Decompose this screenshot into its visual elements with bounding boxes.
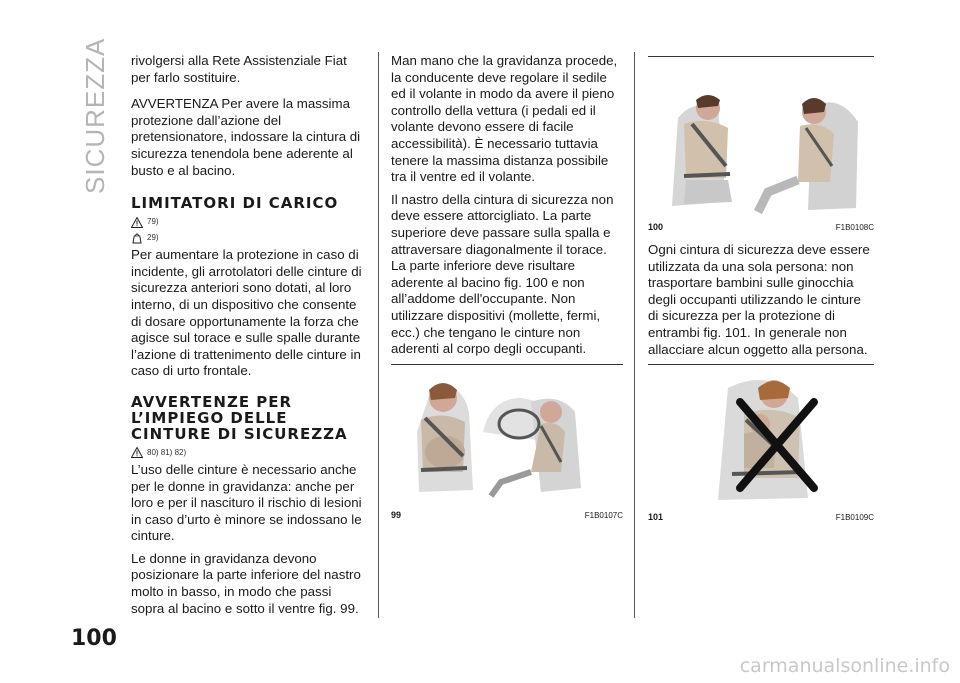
paragraph-warning: AVVERTENZA Per avere la massima protezione dall’azione del pretensionatore, indossare la cintura di sicurezza tenendola bene aderente al busto e al bacino.	[131, 96, 361, 178]
figure-code: F1B0108C	[835, 223, 874, 232]
figure-101	[648, 368, 874, 522]
warning-ref	[131, 446, 367, 460]
attention-hand-icon	[131, 233, 143, 244]
section-side-title-text: SICUREZZA	[80, 37, 110, 194]
text-column-3	[648, 242, 874, 365]
figure-caption	[648, 510, 874, 522]
paragraph: Il nastro della cintura di sicurezza non deve essere attorcigliato. La parte superiore deve passare sulla spalla e attraversare diagonalmente il torace. La parte inferiore deve risultare aderente al bacino fig. 100 e non all’addome dell'occupante. Non utilizzare dispositivi (mollette, fermi, ecc.) che tengano le cinture non aderenti al corpo degli occupanti.	[391, 191, 614, 357]
figure-number: 101	[648, 512, 664, 522]
heading-load-limiters: LIMITATORI DI CARICO	[131, 194, 339, 213]
figure-caption	[648, 220, 874, 232]
figure-100	[648, 56, 874, 232]
warning-ref	[131, 215, 367, 229]
heading-seatbelt-warnings: AVVERTENZE PER L’IMPIEGO DELLE CINTURE DI SICUREZZA	[131, 392, 348, 443]
paragraph: Per aumentare la protezione in caso di incidente, gli arrotolatori delle cinture di sicurezza anteriori sono dotati, al loro interno, di un dispositivo che consente di dosare opportunamente la forza che agisce sul torace e sulle spalle durante l’azione di trattenimento delle cinture in caso di urto frontale.	[131, 247, 362, 379]
figure-caption	[391, 508, 623, 520]
page-number: 100	[71, 626, 117, 651]
divider	[648, 364, 874, 365]
figure-number: 99	[391, 510, 402, 520]
column-divider	[378, 52, 379, 618]
paragraph: Le donne in gravidanza devono posizionare la parte inferiore del nastro molto in basso, in modo che passi sopra al bacino e sotto il ventre fig. 99.	[131, 550, 361, 616]
figure-code: F1B0109C	[835, 513, 874, 522]
column-divider	[634, 52, 635, 618]
correct-seatbelt-position-illustration	[648, 62, 874, 218]
warning-ref-numbers: 80) 81) 82)	[147, 447, 187, 457]
divider	[391, 364, 623, 365]
divider	[648, 56, 874, 57]
paragraph: L’uso delle cinture è necessario anche per le donne in gravidanza: anche per loro e per il nascituro il rischio di lesioni in caso d’urto è minore se indossano le cinture.	[131, 461, 362, 544]
figure-code: F1B0107C	[584, 511, 623, 520]
warning-triangle-icon	[131, 447, 143, 458]
paragraph: rivolgersi alla Rete Assistenziale Fiat per farlo sostituire.	[131, 53, 347, 85]
incorrect-child-on-lap-illustration	[648, 368, 874, 504]
paragraph: Man mano che la gravidanza procede, la conducente deve regolare il sedile ed il volante in modo da avere il pieno controllo della vettura (i pedali ed il volante devono essere di facile accessibilità). È necessario tuttavia tenere la massima distanza possibile tra il ventre ed il volante.	[391, 53, 618, 185]
text-column-2	[391, 53, 623, 365]
text-column-1	[131, 53, 367, 623]
warning-ref-number: 79)	[147, 216, 159, 226]
figure-number: 100	[648, 222, 664, 232]
attention-ref	[131, 231, 367, 245]
pregnant-woman-seatbelt-illustration	[391, 372, 623, 502]
section-side-title	[74, 37, 124, 194]
paragraph: Ogni cintura di sicurezza deve essere utilizzata da una sola persona: non trasportare bambini sulle ginocchia degli occupanti utilizzando le cinture di sicurezza per la protezione di entrambi fig. 101. In generale non allacciare alcun oggetto alla persona.	[648, 242, 870, 357]
warning-triangle-icon	[131, 217, 143, 228]
figure-99	[391, 372, 623, 520]
watermark: carmanualsonline.info	[739, 655, 950, 677]
attention-ref-number: 29)	[147, 232, 159, 242]
